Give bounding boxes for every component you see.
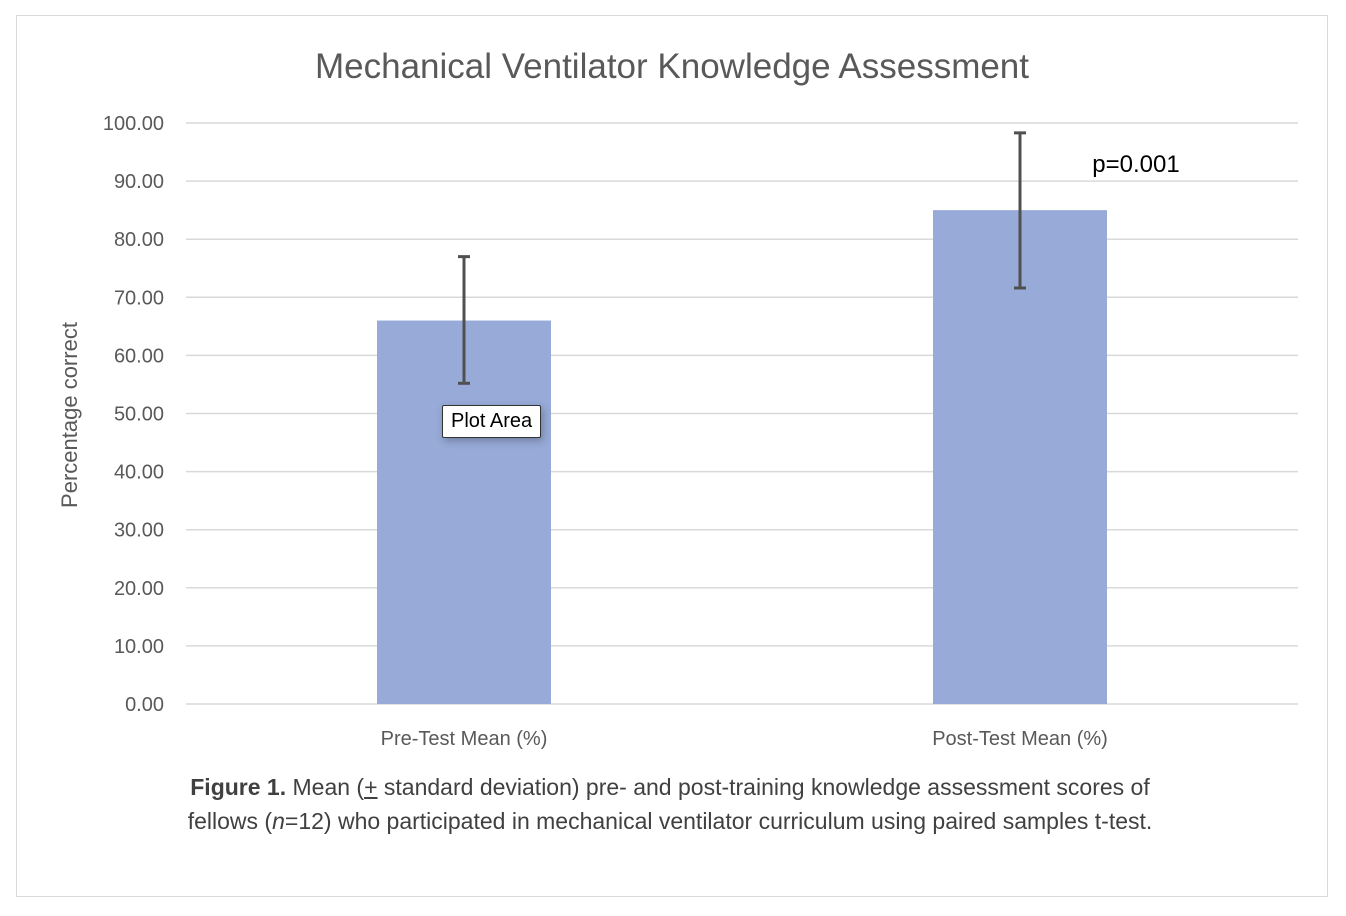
chart-title: Mechanical Ventilator Knowledge Assessment: [314, 47, 1030, 86]
caption-text-1: Mean (: [286, 774, 365, 800]
plot-area-tooltip: Plot Area: [442, 405, 541, 438]
y-tick-label: 60.00: [113, 345, 164, 368]
gridlines: [186, 123, 1298, 704]
caption-n: n: [272, 808, 285, 834]
plus-minus-sign: +: [364, 774, 378, 800]
y-tick-label: 20.00: [113, 577, 164, 600]
x-category-label: Post-Test Mean (%): [932, 728, 1108, 750]
y-tick-label: 0.00: [125, 694, 164, 716]
caption-text-3: =12) who participated in mechanical ventilator curriculum using paired samples t-test.: [284, 808, 1153, 834]
bars[interactable]: [377, 210, 1107, 704]
y-axis-label: Percentage correct: [57, 322, 82, 508]
y-axis-ticks: [103, 113, 164, 716]
figure-label: Figure 1.: [190, 774, 287, 800]
figure-caption: [160, 770, 1180, 838]
caption-text-2: standard deviation) pre- and post-training knowledge assessment scores of fellows: [187, 774, 1150, 834]
y-tick-label: 50.00: [113, 403, 164, 426]
y-tick-label: 40.00: [113, 461, 164, 484]
x-axis-categories: [381, 728, 1108, 750]
y-tick-label: 90.00: [113, 171, 164, 194]
caption-paren: (: [264, 808, 273, 834]
y-tick-label: 30.00: [113, 519, 164, 542]
y-tick-label: 80.00: [113, 229, 164, 252]
y-tick-label: 10.00: [113, 635, 164, 658]
x-category-label: Pre-Test Mean (%): [380, 728, 548, 750]
y-tick-label: 70.00: [113, 287, 164, 310]
p-value-annotation: p=0.001: [1092, 151, 1180, 178]
y-tick-label: 100.00: [102, 113, 164, 135]
